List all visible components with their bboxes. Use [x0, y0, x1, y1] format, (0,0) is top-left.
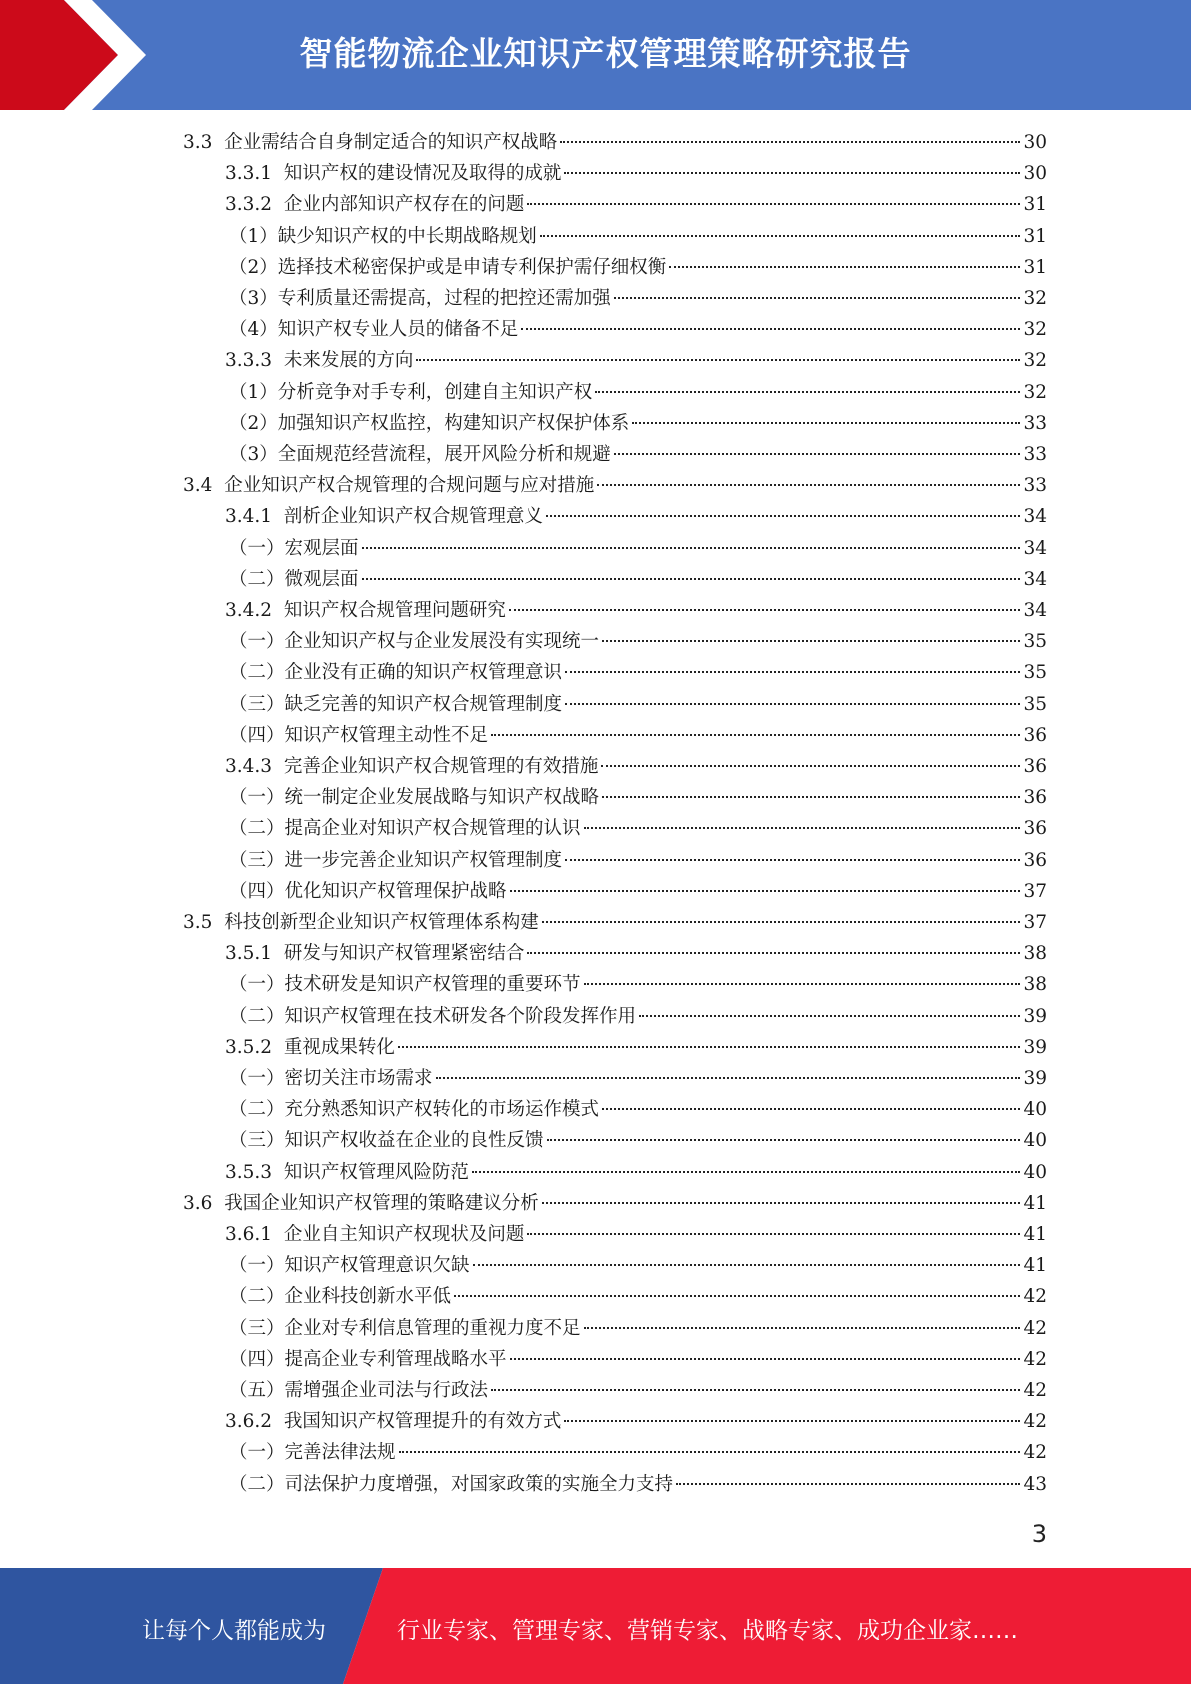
toc-entry-label: 知识产权管理风险防范: [283, 1161, 469, 1183]
toc-entry-page: 36: [1023, 787, 1047, 809]
toc-entry-label: 企业自主知识产权现状及问题: [283, 1224, 525, 1245]
toc-entry-number: （一）: [229, 1442, 285, 1464]
toc-entry-page: 34: [1023, 537, 1047, 559]
toc-dot-leader: [601, 765, 1020, 767]
toc-dot-leader: [602, 1108, 1020, 1110]
toc-entry-number: （四）: [229, 1348, 285, 1370]
toc-dot-leader: [362, 547, 1021, 549]
toc-entry[interactable]: [225, 751, 1047, 782]
toc-entry-number: （四）: [229, 880, 285, 902]
toc-entry-label: 未来发展的方向: [283, 350, 414, 372]
toc-entry[interactable]: [229, 408, 1047, 439]
toc-entry-number: （一）: [229, 1068, 285, 1089]
toc-entry-number: （四）: [229, 724, 285, 746]
toc-entry-page: 43: [1023, 1473, 1047, 1495]
toc-entry-label: 优化知识产权管理保护战略: [284, 880, 507, 902]
toc-entry-number: （一）: [229, 1255, 285, 1277]
toc-dot-leader: [584, 827, 1021, 829]
toc-entry-label: 完善企业知识产权合规管理的有效措施: [283, 756, 599, 777]
toc-dot-leader: [602, 640, 1020, 642]
toc-entry-label: 知识产权合规管理问题研究: [283, 600, 506, 621]
toc-entry-label: 知识产权的建设情况及取得的成就: [283, 163, 562, 185]
toc-entry-label: 企业知识产权合规管理的合规问题与应对措施: [224, 475, 595, 497]
toc-entry-label: 宏观层面: [284, 537, 359, 559]
toc-entry[interactable]: [183, 127, 1047, 158]
toc-dot-leader: [565, 703, 1020, 705]
toc-dot-leader: [527, 1233, 1020, 1235]
toc-entry-number: （2）: [229, 256, 278, 278]
toc-entry[interactable]: [229, 876, 1047, 907]
toc-entry-label: 缺乏完善的知识产权合规管理制度: [284, 693, 563, 715]
toc-entry-label: 我国知识产权管理提升的有效方式: [283, 1411, 562, 1433]
toc-entry-number: （五）: [229, 1380, 285, 1401]
toc-entry-page: 34: [1023, 600, 1047, 621]
toc-entry-number: （二）: [229, 1099, 285, 1121]
toc-entry-number: 3.6: [183, 1192, 225, 1214]
toc-entry-label: 微观层面: [284, 568, 359, 590]
toc-entry[interactable]: [229, 813, 1047, 844]
toc-entry[interactable]: [229, 533, 1047, 564]
toc-entry-number: （4）: [229, 319, 278, 341]
toc-entry[interactable]: [229, 626, 1047, 657]
toc-entry-page: 40: [1023, 1099, 1047, 1121]
toc-entry[interactable]: [229, 657, 1047, 688]
toc-entry-number: （一）: [229, 974, 285, 996]
toc-dot-leader: [584, 1327, 1021, 1329]
toc-entry-number: 3.5.2: [225, 1036, 284, 1058]
toc-entry-page: 31: [1023, 194, 1047, 216]
toc-entry-page: 42: [1023, 1411, 1047, 1433]
toc-dot-leader: [436, 1077, 1021, 1079]
toc-entry-number: 3.5: [183, 912, 225, 933]
toc-entry[interactable]: [229, 439, 1047, 470]
toc-dot-leader: [595, 391, 1020, 393]
toc-entry[interactable]: [229, 969, 1047, 1000]
toc-dot-leader: [491, 1389, 1020, 1391]
toc-entry[interactable]: [225, 1157, 1047, 1188]
toc-entry-number: （一）: [229, 537, 285, 559]
toc-entry-label: 司法保护力度增强，对国家政策的实施全力支持: [284, 1473, 674, 1495]
toc-entry[interactable]: [183, 1188, 1047, 1219]
toc-entry[interactable]: [225, 345, 1047, 376]
toc-entry-page: 42: [1023, 1286, 1047, 1308]
toc-entry-page: 30: [1023, 132, 1047, 153]
toc-dot-leader: [542, 1202, 1021, 1204]
page-header: [0, 0, 1191, 110]
toc-entry-label: 知识产权专业人员的储备不足: [277, 319, 519, 341]
toc-entry-label: 统一制定企业发展战略与知识产权战略: [284, 787, 600, 809]
toc-entry[interactable]: [229, 1375, 1047, 1406]
toc-dot-leader: [639, 1015, 1020, 1017]
toc-entry-label: 技术研发是知识产权管理的重要环节: [284, 974, 581, 996]
toc-entry-label: 分析竞争对手专利，创建自主知识产权: [277, 381, 593, 403]
toc-entry-page: 41: [1023, 1255, 1047, 1277]
toc-entry-page: 33: [1023, 444, 1047, 465]
toc-entry-number: （3）: [229, 288, 278, 309]
toc-dot-leader: [564, 1420, 1020, 1422]
toc-entry-number: （3）: [229, 444, 278, 465]
document-title: 智能物流企业知识产权管理策略研究报告: [299, 34, 912, 73]
toc-entry-number: 3.3.3: [225, 350, 284, 372]
footer-slogan-right: 行业专家、管理专家、营销专家、战略专家、成功企业家……: [397, 1618, 1018, 1644]
toc-entry[interactable]: [229, 221, 1047, 252]
toc-entry-page: 39: [1023, 1068, 1047, 1089]
toc-entry-label: 企业对专利信息管理的重视力度不足: [284, 1317, 581, 1339]
toc-dot-leader: [509, 609, 1021, 611]
toc-entry-number: （三）: [229, 693, 285, 715]
toc-dot-leader: [614, 453, 1021, 455]
toc-dot-leader: [542, 921, 1021, 923]
toc-entry[interactable]: [229, 283, 1047, 314]
toc-entry-page: 40: [1023, 1161, 1047, 1183]
toc-entry-page: 42: [1023, 1348, 1047, 1370]
toc-dot-leader: [547, 1139, 1021, 1141]
toc-entry[interactable]: [229, 845, 1047, 876]
toc-entry-label: 知识产权收益在企业的良性反馈: [284, 1130, 544, 1152]
toc-dot-leader: [510, 890, 1021, 892]
toc-dot-leader: [614, 297, 1021, 299]
toc-entry-label: 完善法律法规: [284, 1442, 396, 1464]
toc-entry-number: 3.6.2: [225, 1411, 284, 1433]
toc-entry-label: 密切关注市场需求: [284, 1068, 433, 1089]
toc-entry[interactable]: [229, 1063, 1047, 1094]
toc-entry[interactable]: [225, 501, 1047, 532]
toc-entry-number: （一）: [229, 631, 285, 653]
toc-entry-page: 34: [1023, 506, 1047, 528]
toc-entry-page: 35: [1023, 662, 1047, 684]
toc-entry-label: 选择技术秘密保护或是申请专利保护需仔细权衡: [277, 256, 667, 278]
page-number: 3: [1031, 1520, 1047, 1548]
toc-entry-page: 32: [1023, 381, 1047, 403]
toc-entry-number: （二）: [229, 1005, 285, 1027]
toc-entry-page: 36: [1023, 818, 1047, 840]
toc-entry-page: 37: [1023, 880, 1047, 902]
toc-entry[interactable]: [229, 564, 1047, 595]
toc-entry[interactable]: [225, 158, 1047, 189]
toc-entry-number: （二）: [229, 662, 285, 684]
toc-entry[interactable]: [229, 1094, 1047, 1125]
toc-entry-page: 41: [1023, 1224, 1047, 1245]
toc-entry-label: 科技创新型企业知识产权管理体系构建: [224, 912, 539, 933]
toc-entry-label: 剖析企业知识产权合规管理意义: [283, 506, 543, 528]
toc-entry[interactable]: [225, 1219, 1047, 1250]
toc-entry-number: （二）: [229, 1286, 285, 1308]
toc-entry[interactable]: [225, 938, 1047, 969]
toc-entry-page: 33: [1023, 475, 1047, 497]
toc-entry[interactable]: [229, 1125, 1047, 1156]
toc-entry[interactable]: [229, 1250, 1047, 1281]
toc-entry[interactable]: [229, 1001, 1047, 1032]
toc-entry-page: 31: [1023, 256, 1047, 278]
toc-entry-number: 3.4: [183, 475, 225, 497]
toc-entry-number: 3.4.3: [225, 756, 284, 777]
toc-dot-leader: [584, 983, 1021, 985]
toc-dot-leader: [597, 484, 1020, 486]
toc-dot-leader: [521, 328, 1020, 330]
toc-dot-leader: [676, 1483, 1020, 1485]
toc-entry-page: 39: [1023, 1005, 1047, 1027]
toc-entry-page: 31: [1023, 225, 1047, 247]
toc-entry-page: 42: [1023, 1380, 1047, 1401]
toc-entry-label: 缺少知识产权的中长期战略规划: [277, 225, 537, 247]
toc-dot-leader: [399, 1451, 1021, 1453]
footer-slogan-left: 让每个人都能成为: [142, 1618, 326, 1644]
toc-entry-label: 企业需结合自身制定适合的知识产权战略: [224, 132, 558, 153]
toc-entry[interactable]: [229, 314, 1047, 345]
toc-entry-label: 研发与知识产权管理紧密结合: [283, 943, 525, 965]
toc-entry-number: （三）: [229, 849, 285, 871]
toc-entry-page: 39: [1023, 1036, 1047, 1058]
toc-entry-label: 提高企业对知识产权合规管理的认识: [284, 818, 581, 840]
toc-entry-label: 专利质量还需提高，过程的把控还需加强: [277, 288, 611, 309]
toc-entry-page: 32: [1023, 350, 1047, 372]
toc-entry-page: 41: [1023, 1192, 1047, 1214]
toc-dot-leader: [669, 266, 1020, 268]
toc-entry[interactable]: [229, 1437, 1047, 1468]
toc-dot-leader: [540, 235, 1021, 237]
toc-entry-page: 34: [1023, 568, 1047, 590]
toc-entry-page: 36: [1023, 724, 1047, 746]
toc-entry-label: 知识产权管理主动性不足: [284, 724, 489, 746]
toc-entry[interactable]: [183, 907, 1047, 938]
toc-entry[interactable]: [229, 1344, 1047, 1375]
toc-entry-number: （1）: [229, 225, 278, 247]
toc-entry-label: 需增强企业司法与行政法: [284, 1380, 489, 1401]
toc-entry-label: 重视成果转化: [283, 1036, 395, 1058]
toc-entry-page: 30: [1023, 163, 1047, 185]
toc-entry-number: （二）: [229, 1473, 285, 1495]
toc-entry-page: 32: [1023, 288, 1047, 309]
toc-entry-number: （三）: [229, 1130, 285, 1152]
toc-entry-number: （2）: [229, 412, 278, 434]
toc-dot-leader: [565, 859, 1020, 861]
toc-dot-leader: [491, 734, 1020, 736]
toc-entry-label: 提高企业专利管理战略水平: [284, 1348, 507, 1370]
toc-entry[interactable]: [229, 720, 1047, 751]
toc-dot-leader: [560, 141, 1020, 143]
toc-entry-number: （1）: [229, 381, 278, 403]
toc-entry-number: 3.3.1: [225, 163, 284, 185]
toc-dot-leader: [546, 515, 1021, 517]
toc-entry[interactable]: [229, 1469, 1047, 1500]
toc-entry-number: 3.4.1: [225, 506, 284, 528]
toc-entry[interactable]: [225, 595, 1047, 626]
toc-entry[interactable]: [229, 1313, 1047, 1344]
toc-entry-label: 我国企业知识产权管理的策略建议分析: [224, 1192, 539, 1214]
toc-dot-leader: [527, 203, 1020, 205]
toc-entry-number: 3.4.2: [225, 600, 284, 621]
toc-entry[interactable]: [225, 1032, 1047, 1063]
toc-entry-page: 33: [1023, 412, 1047, 434]
toc-dot-leader: [565, 671, 1020, 673]
toc-entry-label: 知识产权管理在技术研发各个阶段发挥作用: [284, 1005, 637, 1027]
toc-dot-leader: [527, 952, 1020, 954]
toc-entry[interactable]: [183, 470, 1047, 501]
toc-dot-leader: [398, 1046, 1021, 1048]
toc-entry-number: （一）: [229, 787, 285, 809]
toc-entry[interactable]: [229, 1281, 1047, 1312]
toc-entry-label: 进一步完善企业知识产权管理制度: [284, 849, 563, 871]
toc-entry-page: 38: [1023, 974, 1047, 996]
toc-entry-label: 加强知识产权监控，构建知识产权保护体系: [277, 412, 630, 434]
toc-entry-page: 42: [1023, 1317, 1047, 1339]
toc-entry-number: 3.3: [183, 132, 225, 153]
toc-entry-number: （三）: [229, 1317, 285, 1339]
toc-entry-label: 知识产权管理意识欠缺: [284, 1255, 470, 1277]
toc-entry-page: 35: [1023, 693, 1047, 715]
toc-entry-label: 企业没有正确的知识产权管理意识: [284, 662, 563, 684]
toc-entry[interactable]: [229, 252, 1047, 283]
toc-dot-leader: [454, 1295, 1020, 1297]
toc-entry-label: 企业科技创新水平低: [284, 1286, 452, 1308]
toc-dot-leader: [362, 578, 1021, 580]
toc-entry-label: 充分熟悉知识产权转化的市场运作模式: [284, 1099, 600, 1121]
toc-entry-number: 3.5.3: [225, 1161, 284, 1183]
toc-entry[interactable]: [229, 377, 1047, 408]
toc-entry-page: 32: [1023, 319, 1047, 341]
toc-dot-leader: [510, 1358, 1021, 1360]
toc-entry-number: （二）: [229, 568, 285, 590]
toc-entry-label: 企业知识产权与企业发展没有实现统一: [284, 631, 600, 653]
toc-entry-page: 38: [1023, 943, 1047, 965]
toc-entry-page: 36: [1023, 849, 1047, 871]
toc-dot-leader: [416, 359, 1020, 361]
toc-dot-leader: [473, 1264, 1021, 1266]
toc-entry-number: （二）: [229, 818, 285, 840]
toc-entry-label: 全面规范经营流程，展开风险分析和规避: [277, 444, 611, 465]
toc-entry[interactable]: [225, 1406, 1047, 1437]
toc-entry-page: 37: [1023, 912, 1047, 933]
toc-entry[interactable]: [225, 189, 1047, 220]
toc-entry[interactable]: [229, 782, 1047, 813]
toc-entry-page: 35: [1023, 631, 1047, 653]
toc-dot-leader: [632, 422, 1020, 424]
toc-dot-leader: [472, 1171, 1021, 1173]
toc-entry-number: 3.5.1: [225, 943, 284, 965]
toc-dot-leader: [564, 172, 1020, 174]
toc-entry-number: 3.3.2: [225, 194, 284, 216]
toc-entry-label: 企业内部知识产权存在的问题: [283, 194, 525, 216]
toc-entry-page: 40: [1023, 1130, 1047, 1152]
toc-entry-page: 36: [1023, 756, 1047, 777]
toc-entry-number: 3.6.1: [225, 1224, 284, 1245]
toc-entry-page: 42: [1023, 1442, 1047, 1464]
toc-dot-leader: [602, 796, 1020, 798]
page-footer: [0, 1568, 1191, 1684]
toc-entry[interactable]: [229, 689, 1047, 720]
